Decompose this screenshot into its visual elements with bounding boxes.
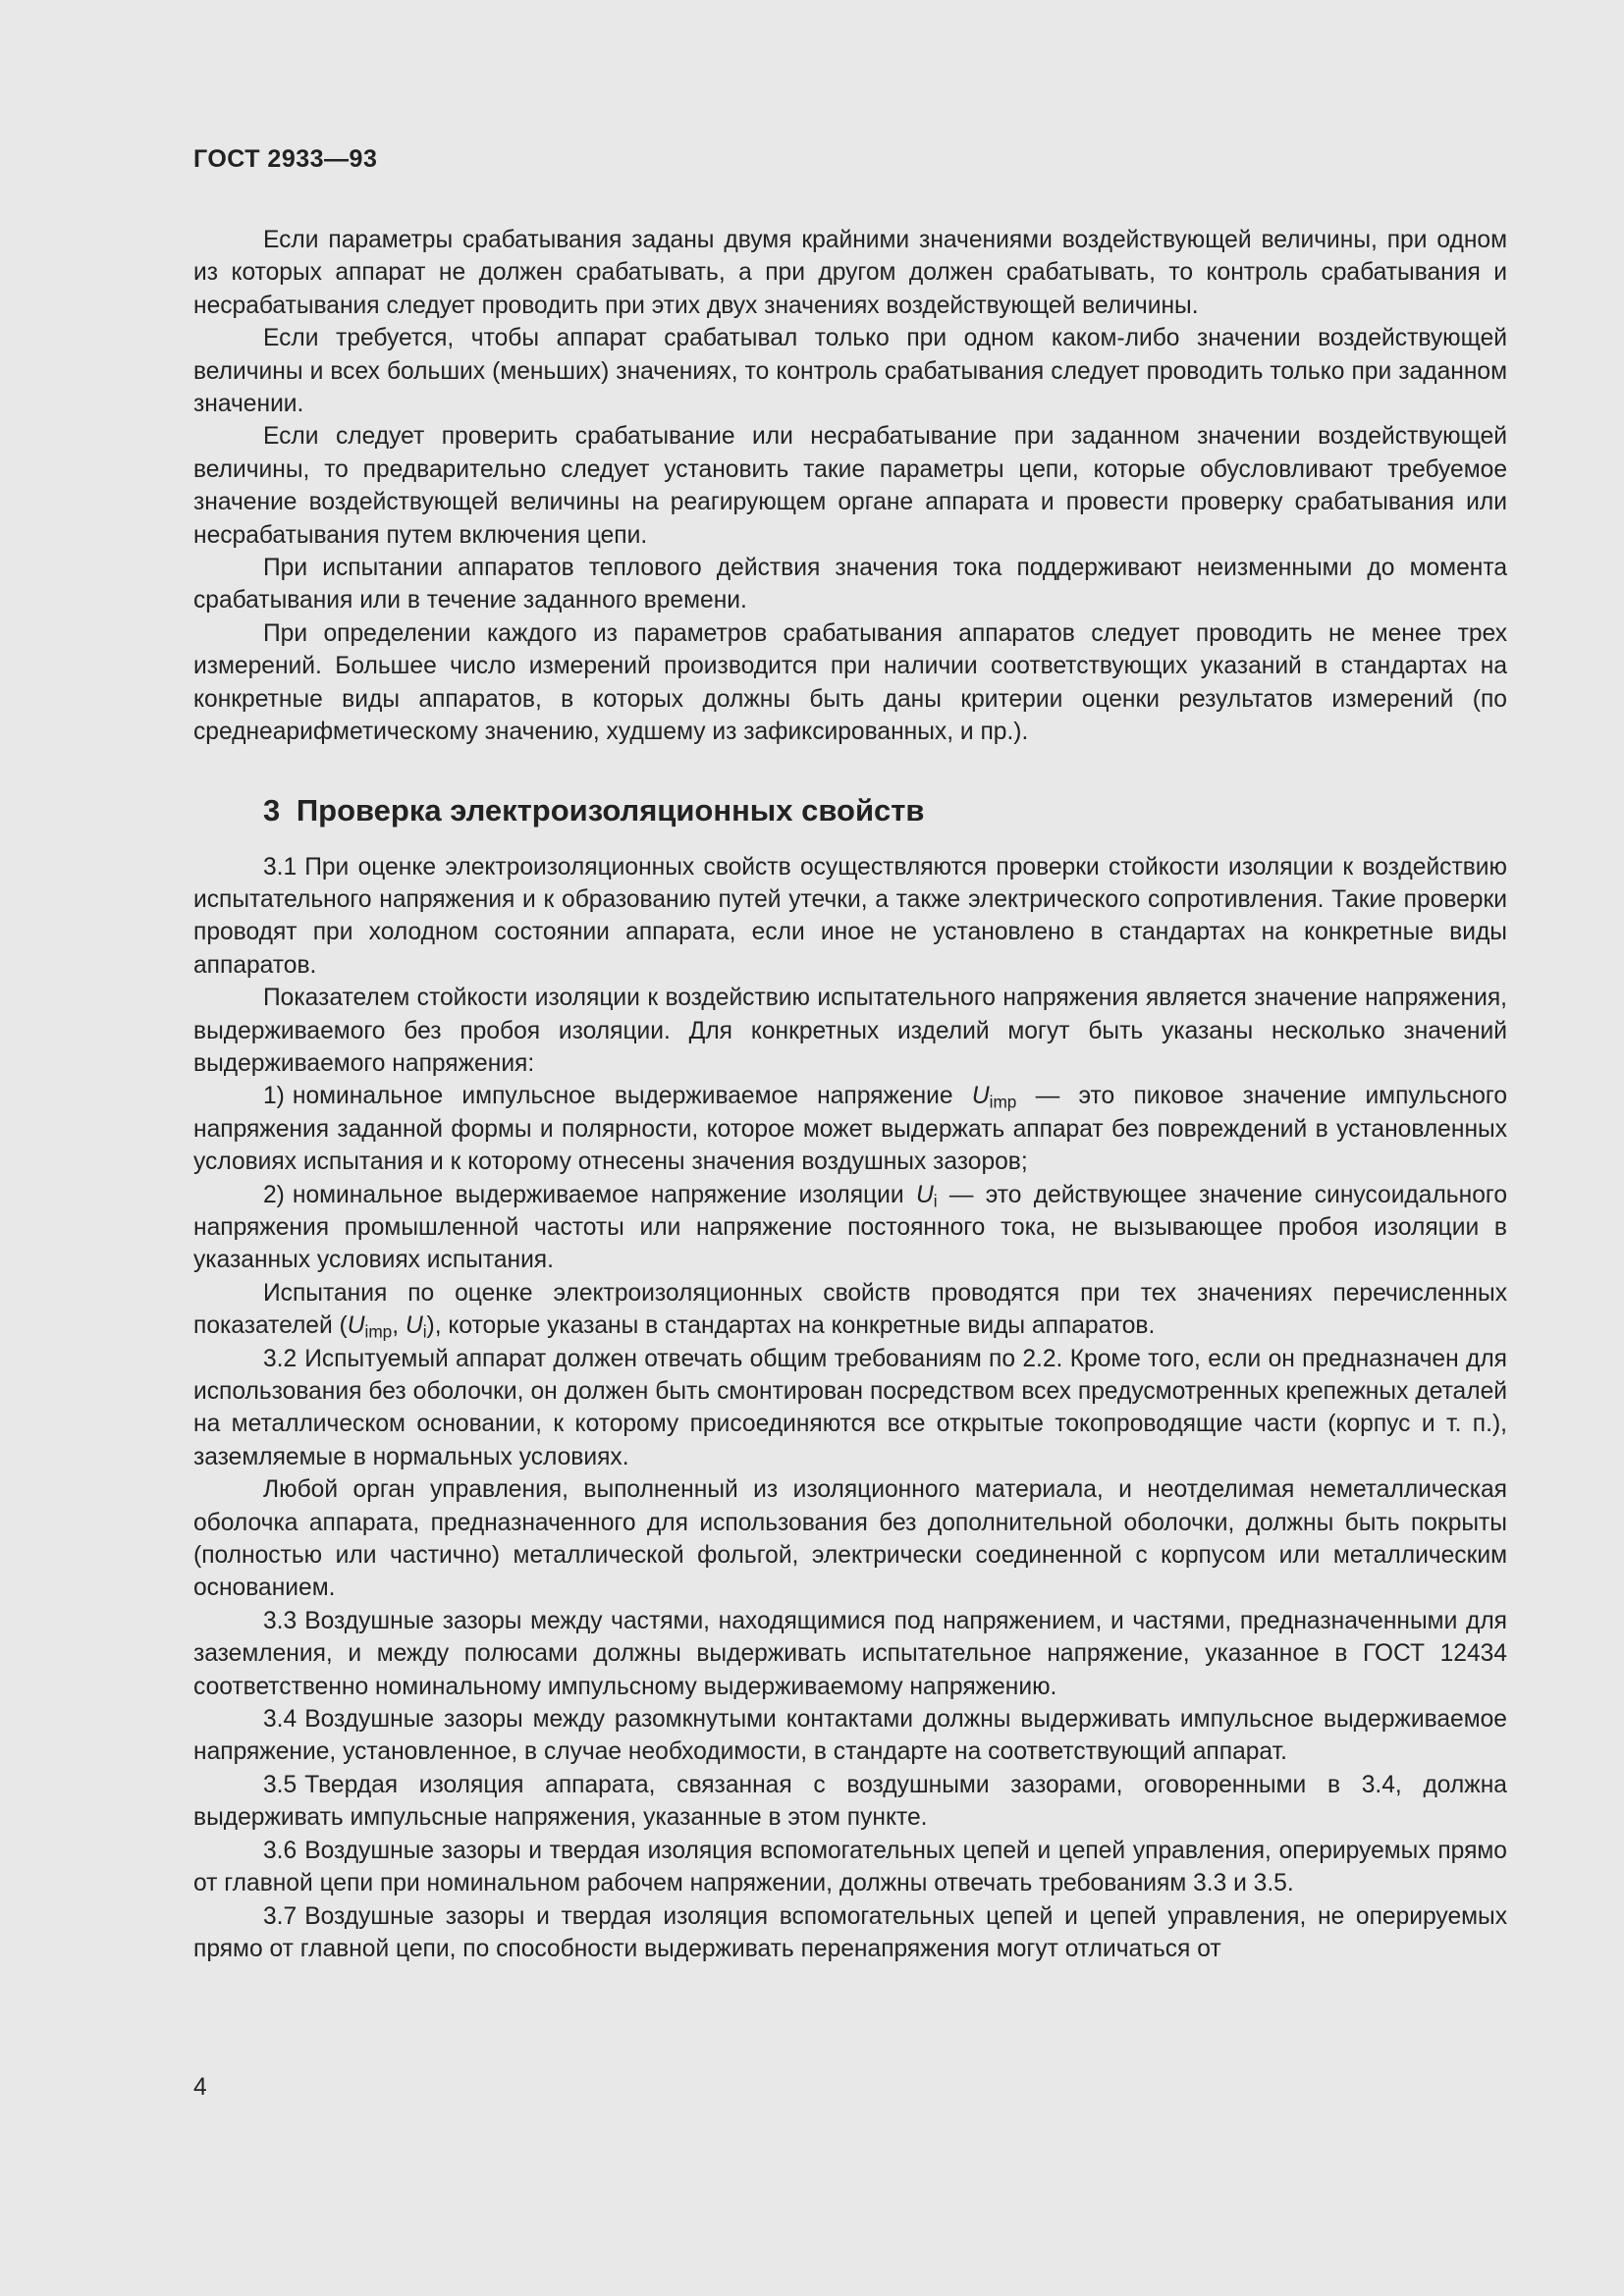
clause-3-4 — [193, 1703, 1507, 1769]
clause-number: 3.2 — [263, 1345, 298, 1372]
section-heading — [193, 791, 1507, 830]
clause-number: 3.7 — [263, 1902, 298, 1930]
paragraph: Если требуется, чтобы аппарат срабатывал только при одном каком-либо значении воздействующей величины и всех больших (меньших) значениях, то контроль срабатывания следует проводить только при заданном значении. — [193, 325, 1507, 418]
list-item-number: 2) — [263, 1181, 285, 1208]
clause-3-2 — [193, 1343, 1507, 1474]
clause-number: 3.5 — [263, 1771, 298, 1798]
paragraph-text: Испытания по оценке электроизоляционных свойств проводятся при тех значениях перечисленных показателей ( — [193, 1279, 1507, 1340]
section-title: Проверка электроизоляционных свойств — [296, 792, 925, 828]
list-item-number: 1) — [263, 1083, 285, 1110]
clause-text: Воздушные зазоры и твердая изоляция вспомогательных цепей и цепей управления, оперируемых прямо от главной цепи при номинальном рабочем напряжении, должны отвечать требованиям 3.3 и 3.5. — [193, 1837, 1507, 1897]
paragraph: Если следует проверить срабатывание или несрабатывание при заданном значении воздействующей величины, то предварительно следует установить такие параметры цепи, которые обусловливают требуемое значение воздействующей величины на реагирующем органе аппарата и провести проверку срабатывания или несрабатывания путем включения цепи. — [193, 423, 1507, 549]
subscript: imp — [364, 1321, 393, 1342]
list-item-text: номинальное импульсное выдерживаемое напряжение — [292, 1083, 972, 1110]
paragraph: При определении каждого из параметров срабатывания аппаратов следует проводить не менее трех измерений. Большее число измерений производится при наличии соответствующих указаний в стандартах на конкретные виды аппаратов, в которых должны быть даны критерии оценки результатов измерений (по среднеарифметическому значению, худшему из зафиксированных, и пр.). — [193, 619, 1507, 746]
list-item-2 — [193, 1179, 1507, 1277]
symbol: U — [347, 1312, 365, 1340]
page-number: 4 — [193, 2074, 207, 2101]
paragraph: Показателем стойкости изоляции к воздействию испытательного напряжения является значение напряжения, выдерживаемого без пробоя изоляции. Для конкретных изделий могут быть указаны несколько значений выдерживаемого напряжения: — [193, 985, 1507, 1077]
subscript: i — [422, 1321, 427, 1342]
clause-3-1 — [193, 851, 1507, 983]
document-code: ГОСТ 2933—93 — [193, 145, 378, 173]
clause-number: 3.3 — [263, 1607, 298, 1634]
list-item-text: — это пиковое значение импульсного напряжения заданной формы и полярности, которое может выдержать аппарат без повреждений в установленных условиях испытания и к которому отнесены значения воздушных зазоров; — [193, 1083, 1507, 1176]
document-body — [193, 224, 1507, 1965]
paragraph: Если параметры срабатывания заданы двумя крайними значениями воздействующей величины, при одном из которых аппарат не должен срабатывать, а при другом должен срабатывать, то контроль срабатывания и несрабатывания следует проводить при этих двух значениях воздействующей величины. — [193, 227, 1507, 319]
paragraph: При испытании аппаратов теплового действия значения тока поддерживают неизменными до момента срабатывания или в течение заданного времени. — [193, 555, 1507, 614]
list-item-text: номинальное выдерживаемое напряжение изоляции — [292, 1181, 916, 1208]
clause-number: 3.6 — [263, 1837, 298, 1864]
clause-3-7 — [193, 1900, 1507, 1966]
clause-number: 3.1 — [263, 853, 298, 881]
section-number: 3 — [263, 792, 281, 828]
list-item-text: — это действующее значение синусоидального напряжения промышленной частоты или напряжение постоянного тока, не вызывающее пробоя изоляции в указанных условиях испытания. — [193, 1181, 1507, 1274]
clause-number: 3.4 — [263, 1706, 298, 1734]
paragraph: Любой орган управления, выполненный из изоляционного материала, и неотделимая неметаллическая оболочка аппарата, предназначенного для использования без дополнительной оболочки, должны быть покрыты (полностью или частично) металлической фольгой, электрически соединенной с корпусом или металлическим основанием. — [193, 1476, 1507, 1602]
separator: , — [392, 1312, 406, 1340]
clause-text: Воздушные зазоры между частями, находящимися под напряжением, и частями, предназначенными для заземления, и между полюсами должны выдерживать испытательное напряжение, указанное в ГОСТ 12434 соответственно номинальному импульсному выдерживаемому напряжению. — [193, 1607, 1507, 1700]
symbol: U — [971, 1083, 990, 1110]
clause-text: Твердая изоляция аппарата, связанная с воздушными зазорами, оговоренными в 3.4, должна выдерживать импульсные напряжения, указанные в этом пункте. — [193, 1771, 1507, 1832]
clause-text: При оценке электроизоляционных свойств осуществляются проверки стойкости изоляции к воздействию испытательного напряжения и к образованию путей утечки, а также электрического сопротивления. Такие проверки проводят при холодном состоянии аппарата, если иное не установлено в стандартах на конкретные виды аппаратов. — [193, 853, 1507, 979]
clause-text: Воздушные зазоры между разомкнутыми контактами должны выдерживать импульсное выдерживаемое напряжение, установленное, в случае необходимости, в стандарте на соответствующий аппарат. — [193, 1706, 1507, 1766]
clause-3-5 — [193, 1769, 1507, 1835]
symbol: U — [915, 1181, 934, 1208]
clause-3-3 — [193, 1605, 1507, 1703]
subscript: i — [933, 1190, 938, 1210]
paragraph-tests — [193, 1277, 1507, 1343]
symbol: U — [405, 1312, 423, 1340]
clause-3-6 — [193, 1835, 1507, 1900]
list-item-1 — [193, 1080, 1507, 1178]
clause-text: Испытуемый аппарат должен отвечать общим требованиям по 2.2. Кроме того, если он предназначен для использования без оболочки, он должен быть смонтирован посредством всех предусмотренных крепежных деталей на металлическом основании, к которому присоединяются все открытые токопроводящие части (корпус и т. п.), заземляемые в нормальных условиях. — [193, 1345, 1507, 1470]
paragraph-text: ), которые указаны в стандартах на конкретные виды аппаратов. — [426, 1312, 1156, 1340]
subscript: imp — [989, 1092, 1017, 1112]
clause-text: Воздушные зазоры и твердая изоляция вспомогательных цепей и цепей управления, не оперируемых прямо от главной цепи, по способности выдерживать перенапряжения могут отличаться от — [193, 1902, 1507, 1962]
